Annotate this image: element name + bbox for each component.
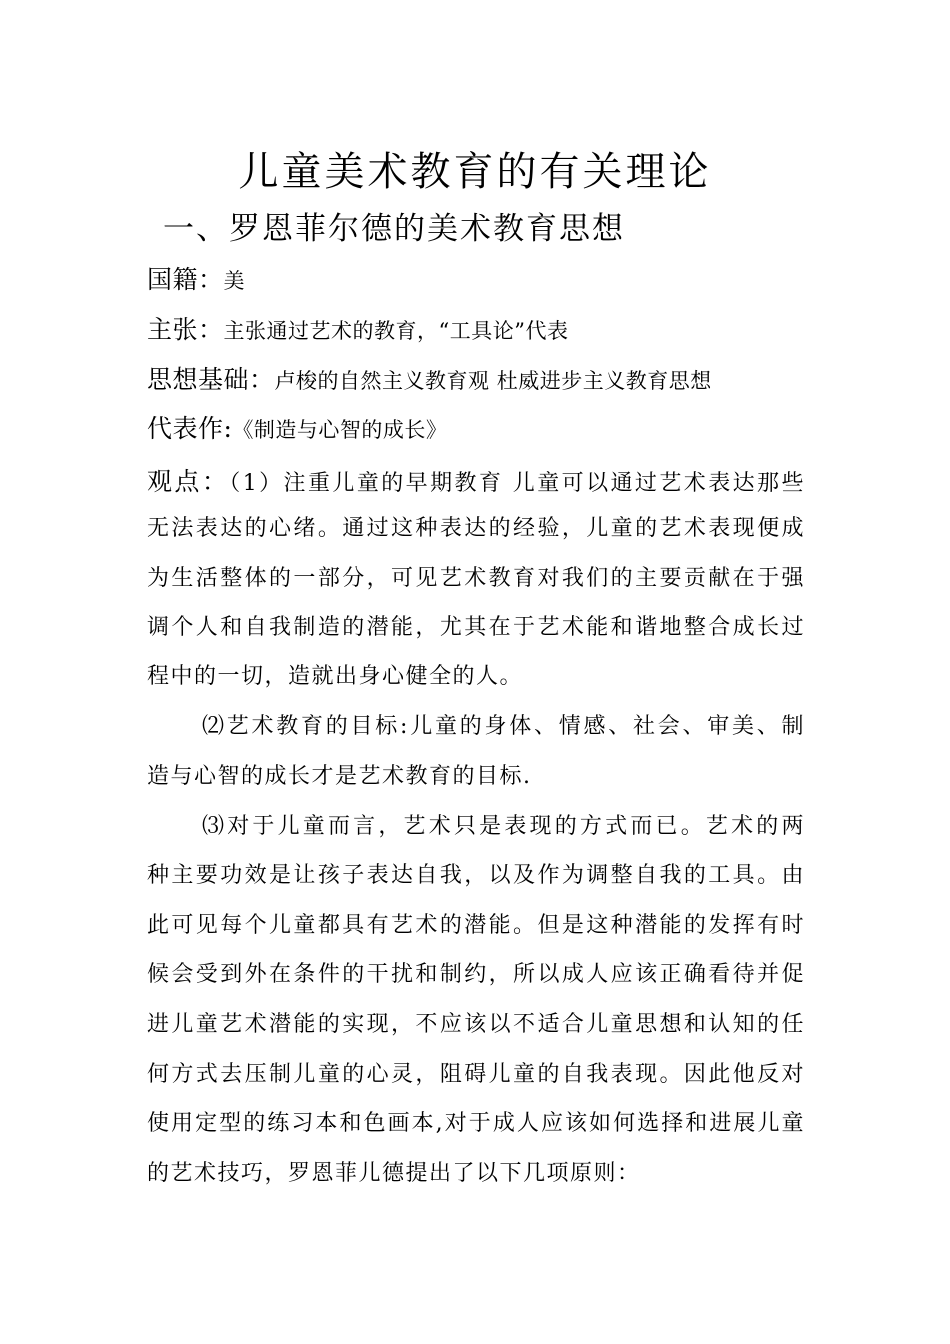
section-heading: 一、罗恩菲尔德的美术教育思想: [163, 211, 625, 247]
document-title: 儿童美术教育的有关理论: [238, 149, 712, 195]
meta-value: 主张通过艺术的教育，“工具论”代表: [223, 319, 569, 343]
paragraph-line: 无法表达的心绪。通过这种表达的经验，儿童的艺术表现便成: [147, 516, 805, 541]
meta-foundation: [147, 360, 712, 396]
paragraph-line: 进儿童艺术潜能的实现，不应该以不适合儿童思想和认知的任: [147, 1012, 805, 1037]
meta-nationality: [147, 260, 245, 296]
observation-label: 观点：: [147, 467, 230, 496]
paragraph-line: 造与心智的成长才是艺术教育的目标.: [147, 764, 532, 789]
meta-label: 思想基础：: [147, 365, 275, 394]
meta-value: 卢梭的自然主义教育观 杜威进步主义教育思想: [274, 369, 712, 393]
meta-label: 国籍：: [147, 265, 224, 294]
paragraph-line: 此可见每个儿童都具有艺术的潜能。但是这种潜能的发挥有时: [147, 913, 805, 938]
meta-value: 《制造与心智的成长》: [232, 418, 448, 442]
meta-label: 代表作:: [147, 414, 233, 443]
paragraph-line: 候会受到外在条件的干扰和制约，所以成人应该正确看待并促: [147, 962, 805, 987]
meta-representative-work: [147, 409, 447, 445]
paragraph-line: 使用定型的练习本和色画本,对于成人应该如何选择和进展儿童: [147, 1111, 805, 1136]
paragraph-line: 调个人和自我制造的潜能，尤其在于艺术能和谐地整合成长过: [147, 615, 805, 640]
paragraph-line: ⑶对于儿童而言，艺术只是表现的方式而已。艺术的两: [202, 814, 805, 839]
paragraph-line: 为生活整体的一部分，可见艺术教育对我们的主要贡献在于强: [147, 566, 805, 591]
meta-label: 主张：: [147, 315, 224, 344]
paragraph-line: 何方式去压制儿童的心灵，阻碍儿童的自我表现。因此他反对: [147, 1062, 805, 1087]
paragraph-line: 的艺术技巧，罗恩菲儿德提出了以下几项原则：: [147, 1161, 641, 1186]
meta-value: 美: [223, 269, 246, 293]
paragraph-line: 观点：（1）注重儿童的早期教育 儿童可以通过艺术表达那些: [147, 467, 805, 496]
paragraph-line: ⑵艺术教育的目标:儿童的身体、情感、社会、审美、制: [202, 714, 805, 739]
meta-claim: [147, 310, 569, 346]
paragraph-line: 种主要功效是让孩子表达自我，以及作为调整自我的工具。由: [147, 863, 805, 888]
paragraph-line: 程中的一切，造就出身心健全的人。: [147, 664, 524, 689]
